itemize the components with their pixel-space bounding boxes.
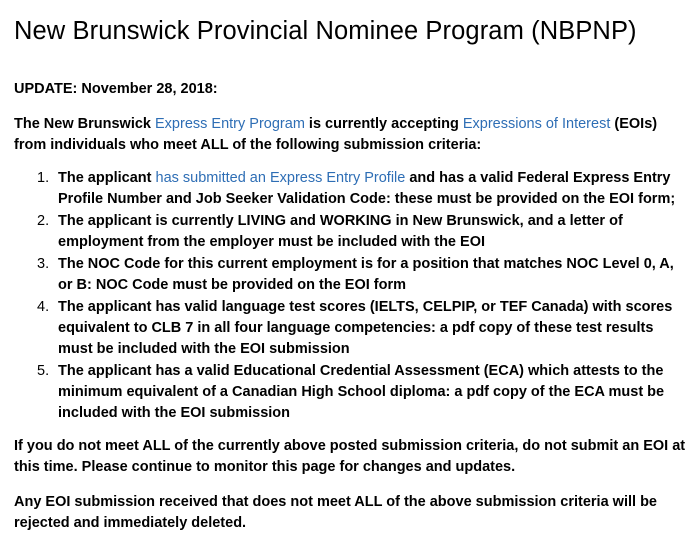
express-entry-program-link[interactable]: Express Entry Program: [155, 116, 305, 132]
criteria-item: [14, 254, 686, 296]
criteria-item: [14, 211, 686, 253]
criteria-text: The applicant has a valid Educational Credential Assessment (ECA) which attests to the minimum equivalent of a Canadian High School diploma: a pdf copy of the ECA must be included with the EOI submission: [58, 363, 665, 421]
criteria-text: The applicant has valid language test scores (IELTS, CELPIP, or TEF Canada) with scores equivalent to CLB 7 in all four language competencies: a pdf copy of these test results must be included with the EOI submission: [58, 299, 673, 357]
intro-text-3: (EOIs) from individuals who meet ALL of the following submission criteria:: [14, 116, 658, 153]
criteria-list: [14, 168, 686, 424]
rejection-notice-paragraph: Any EOI submission received that does not meet ALL of the above submission criteria will be rejected and immediately deleted.: [14, 494, 657, 531]
criteria-item: [14, 168, 686, 210]
criteria-item: [14, 297, 686, 360]
update-date: UPDATE: November 28, 2018:: [14, 81, 218, 97]
criteria-text-2: and has a valid Federal Express Entry Profile Number and Job Seeker Validation Code: these must be provided on the EOI form;: [58, 170, 676, 207]
express-entry-profile-link[interactable]: has submitted an Express Entry Profile: [155, 170, 406, 186]
expressions-of-interest-link[interactable]: Expressions of Interest: [462, 116, 611, 132]
criteria-text-1: The applicant: [58, 170, 156, 186]
notice-paragraph: If you do not meet ALL of the currently above posted submission criteria, do not submit an EOI at this time. Please continue to monitor this page for changes and updates.: [14, 438, 686, 475]
intro-paragraph: [14, 114, 686, 156]
criteria-item: [14, 361, 686, 424]
intro-text-2: is currently accepting: [304, 116, 463, 132]
page-title: New Brunswick Provincial Nominee Program (NBPNP): [14, 17, 637, 45]
criteria-number: 1.: [37, 170, 50, 186]
criteria-text: The applicant is currently LIVING and WORKING in New Brunswick, and a letter of employment from the employer must be included with the EOI: [58, 213, 623, 250]
page-content: [14, 0, 686, 534]
intro-text-1: The New Brunswick: [14, 116, 156, 132]
criteria-number: 4.: [37, 299, 50, 315]
criteria-number: 2.: [37, 213, 50, 229]
criteria-number: 5.: [37, 363, 50, 379]
criteria-text: The NOC Code for this current employment is for a position that matches NOC Level 0, A, or B: NOC Code must be provided on the EOI form: [58, 256, 674, 293]
criteria-number: 3.: [37, 256, 50, 272]
